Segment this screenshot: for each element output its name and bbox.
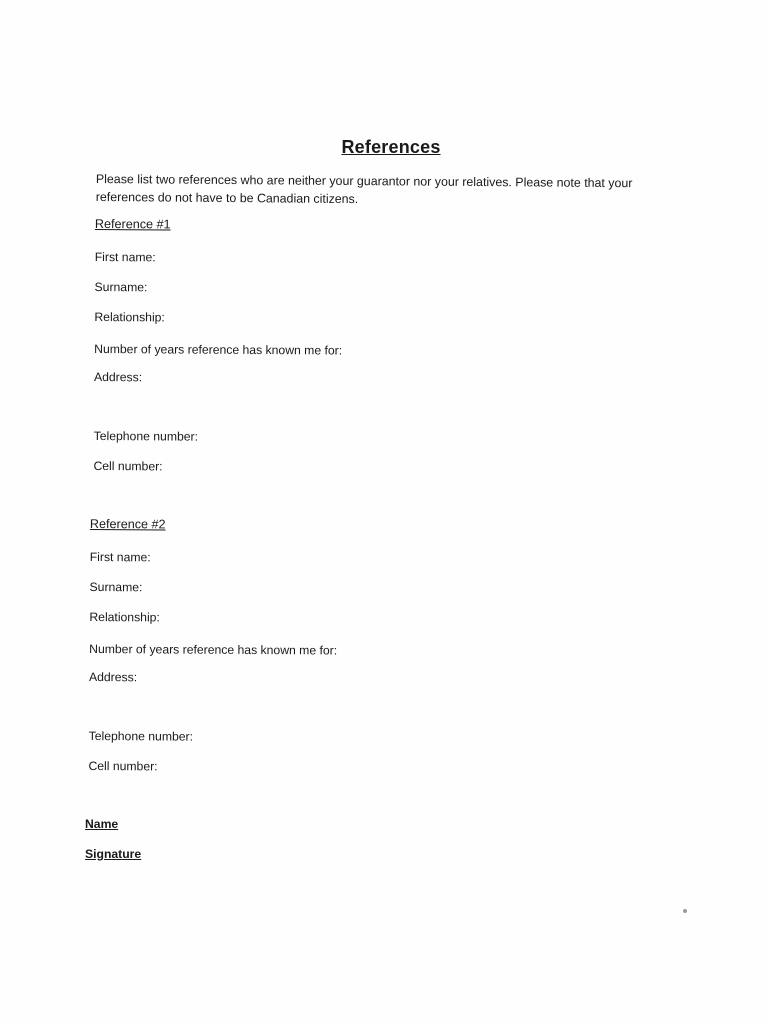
reference-2-surname-label: Surname: [89, 579, 143, 595]
reference-2-first-name-label: First name: [89, 549, 151, 565]
signature-label: Signature [85, 847, 142, 861]
reference-1-section [93, 217, 655, 474]
reference-1-address-label: Address: [93, 369, 143, 385]
scan-speck [683, 909, 687, 913]
reference-2-relationship-label: Relationship: [89, 609, 160, 625]
reference-2-address-label: Address: [88, 669, 138, 685]
reference-1-heading: Reference #1 [94, 217, 171, 232]
reference-1-years-known-label: Number of years reference has known me for: [94, 341, 343, 358]
reference-2-heading: Reference #2 [89, 517, 166, 532]
reference-2-years-known-label: Number of years reference has known me for: [89, 641, 338, 658]
reference-2-cell-label: Cell number: [88, 758, 158, 774]
reference-1-relationship-label: Relationship: [94, 309, 165, 325]
reference-2-section [88, 517, 650, 774]
intro-paragraph: Please list two references who are neither your guarantor nor your relatives. Please note that your references do not have to be Canadian citizens. [95, 171, 633, 207]
signature-name-label: Name [85, 817, 119, 831]
reference-1-telephone-label: Telephone number: [93, 428, 199, 444]
reference-1-surname-label: Surname: [94, 279, 148, 295]
page-title: References [341, 137, 441, 157]
reference-1-cell-label: Cell number: [93, 458, 163, 474]
reference-2-telephone-label: Telephone number: [88, 728, 194, 744]
reference-1-first-name-label: First name: [94, 249, 156, 265]
